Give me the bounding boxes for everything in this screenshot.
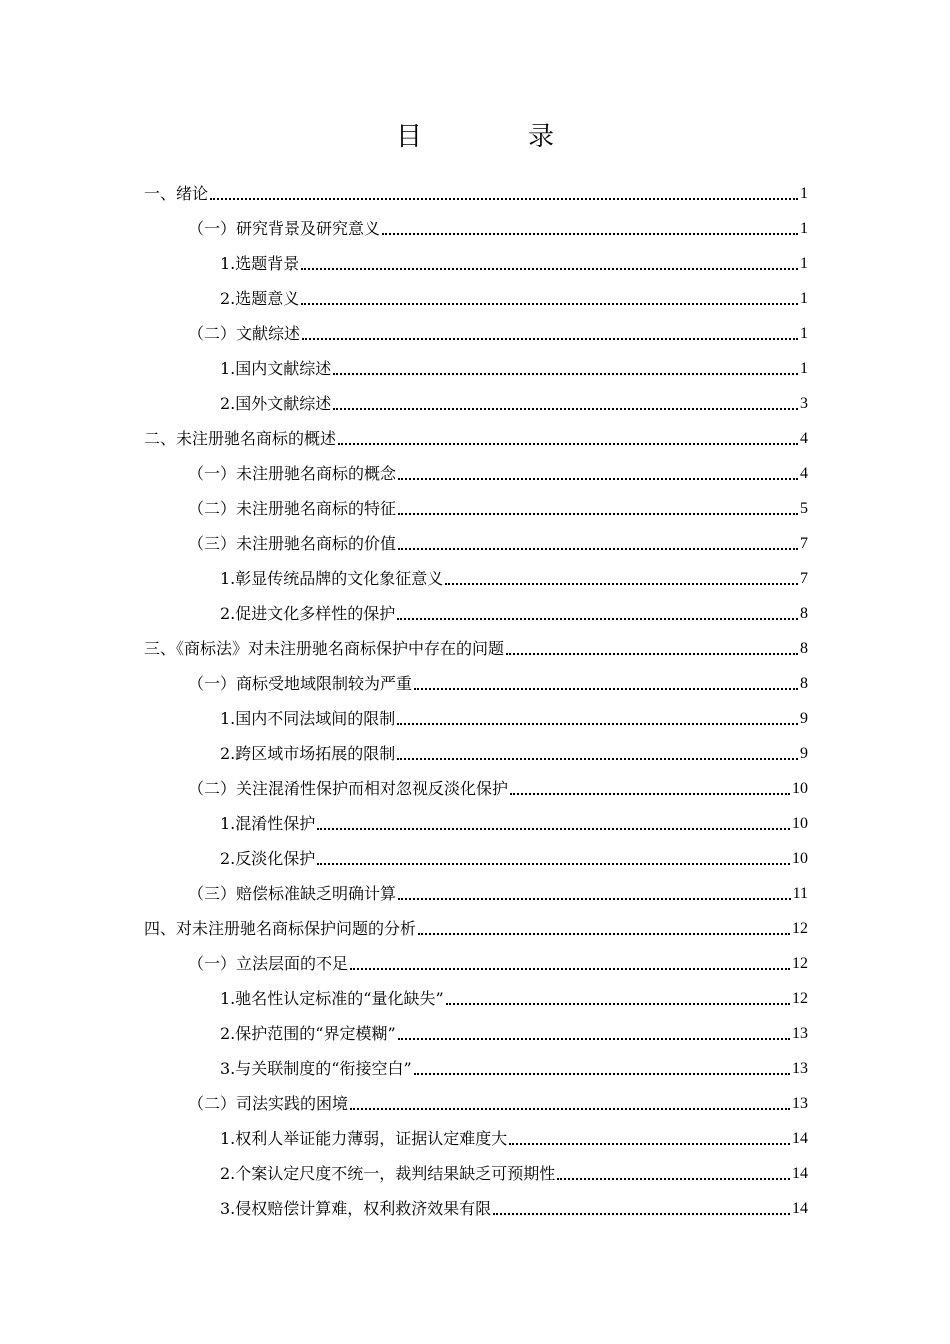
toc-entry[interactable] (144, 701, 808, 736)
toc-entry-title: 1.国内不同法域间的限制 (220, 709, 396, 728)
toc-entry-page-number: 14 (792, 1130, 808, 1147)
toc-entry-page-number: 9 (800, 710, 808, 727)
dot-leader (333, 373, 798, 375)
toc-entry-title: 四、对未注册驰名商标保护问题的分析 (144, 919, 417, 938)
toc-entry[interactable] (144, 771, 808, 806)
toc-entry-title: （二）未注册驰名商标的特征 (188, 499, 397, 518)
toc-entry-page-number: 14 (792, 1200, 808, 1217)
dot-leader (317, 863, 790, 865)
toc-entry[interactable] (144, 1016, 808, 1051)
toc-entry-title: 1.权利人举证能力薄弱，证据认定难度大 (220, 1129, 508, 1148)
dot-leader (350, 968, 790, 970)
dot-leader (510, 793, 790, 795)
toc-entry[interactable] (144, 211, 808, 246)
dot-leader (210, 198, 798, 200)
toc-entry-page-number: 1 (800, 290, 808, 307)
dot-leader (493, 1213, 790, 1215)
toc-entry[interactable] (144, 1086, 808, 1121)
dot-leader (302, 338, 798, 340)
toc-entry-page-number: 4 (800, 465, 808, 482)
toc-entry-title: 1.彰显传统品牌的文化象征意义 (220, 569, 444, 588)
toc-entry-page-number: 7 (800, 535, 808, 552)
toc-entry-page-number: 12 (792, 920, 808, 937)
dot-leader (333, 408, 798, 410)
toc-entry-title: （一）未注册驰名商标的概念 (188, 464, 397, 483)
dot-leader (338, 443, 798, 445)
toc-entry-title: 2.保护范围的“界定模糊” (220, 1024, 396, 1043)
toc-entry[interactable] (144, 981, 808, 1016)
toc-entry[interactable] (144, 456, 808, 491)
toc-entry-title: 2.国外文献综述 (220, 394, 332, 413)
toc-entry[interactable] (144, 246, 808, 281)
toc-entry[interactable] (144, 526, 808, 561)
toc-entry[interactable] (144, 491, 808, 526)
toc-entry[interactable] (144, 176, 808, 211)
toc-entry[interactable] (144, 911, 808, 946)
toc-entry[interactable] (144, 946, 808, 981)
dot-leader (398, 478, 798, 480)
toc-entry[interactable] (144, 316, 808, 351)
toc-entry-title: 3.与关联制度的“衔接空白” (220, 1059, 412, 1078)
dot-leader (317, 828, 790, 830)
toc-entry-page-number: 4 (800, 430, 808, 447)
toc-entry-page-number: 3 (800, 395, 808, 412)
toc-entry-page-number: 13 (792, 1095, 808, 1112)
toc-entry-page-number: 12 (792, 990, 808, 1007)
toc-entry-title: 3.侵权赔偿计算难，权利救济效果有限 (220, 1199, 492, 1218)
dot-leader (398, 1038, 790, 1040)
toc-entry[interactable] (144, 736, 808, 771)
toc-entry[interactable] (144, 351, 808, 386)
dot-leader (397, 618, 798, 620)
toc-entry-title: （二）关注混淆性保护而相对忽视反淡化保护 (188, 779, 509, 798)
toc-entry[interactable] (144, 561, 808, 596)
dot-leader (398, 898, 791, 900)
toc-entry[interactable] (144, 421, 808, 456)
dot-leader (350, 1108, 790, 1110)
dot-leader (398, 548, 798, 550)
toc-entry-title: （二）司法实践的困境 (188, 1094, 349, 1113)
toc-entry-page-number: 1 (800, 220, 808, 237)
toc-entry-page-number: 1 (800, 185, 808, 202)
toc-entry-page-number: 10 (792, 815, 808, 832)
toc-entry-title: 2.个案认定尺度不统一，裁判结果缺乏可预期性 (220, 1164, 556, 1183)
toc-entry-page-number: 1 (800, 360, 808, 377)
toc-entry-title: 2.跨区域市场拓展的限制 (220, 744, 396, 763)
toc-entry[interactable] (144, 1121, 808, 1156)
toc-entry-title: 1.混淆性保护 (220, 814, 316, 833)
toc-entry-page-number: 8 (800, 605, 808, 622)
toc-entry-title: 1.选题背景 (220, 254, 300, 273)
toc-entry[interactable] (144, 876, 808, 911)
toc-entry-page-number: 1 (800, 255, 808, 272)
toc-entry-title: 2.选题意义 (220, 289, 300, 308)
dot-leader (446, 1003, 790, 1005)
dot-leader (414, 688, 798, 690)
toc-entry-page-number: 8 (800, 640, 808, 657)
table-of-contents (144, 176, 808, 1226)
toc-entry-page-number: 14 (792, 1165, 808, 1182)
toc-entry[interactable] (144, 281, 808, 316)
toc-entry[interactable] (144, 631, 808, 666)
toc-entry-title: 1.国内文献综述 (220, 359, 332, 378)
toc-entry-page-number: 10 (792, 780, 808, 797)
toc-entry[interactable] (144, 1051, 808, 1086)
toc-entry-title: （三）未注册驰名商标的价值 (188, 534, 397, 553)
dot-leader (382, 233, 798, 235)
toc-entry[interactable] (144, 841, 808, 876)
toc-entry-page-number: 8 (800, 675, 808, 692)
toc-entry-title: 一、绪论 (144, 184, 209, 203)
toc-entry-page-number: 13 (792, 1060, 808, 1077)
toc-entry[interactable] (144, 1191, 808, 1226)
toc-entry-title: 三、《商标法》对未注册驰名商标保护中存在的问题 (144, 639, 505, 658)
toc-entry-page-number: 7 (800, 570, 808, 587)
toc-entry-title: （二）文献综述 (188, 324, 301, 343)
dot-leader (301, 303, 798, 305)
toc-entry-page-number: 13 (792, 1025, 808, 1042)
dot-leader (509, 1143, 790, 1145)
toc-entry-title: （一）立法层面的不足 (188, 954, 349, 973)
dot-leader (418, 933, 790, 935)
page-title: 目 录 (395, 122, 594, 152)
toc-entry-title: 2.促进文化多样性的保护 (220, 604, 396, 623)
toc-entry[interactable] (144, 386, 808, 421)
toc-entry-page-number: 1 (800, 325, 808, 342)
toc-entry-page-number: 5 (800, 500, 808, 517)
toc-entry-page-number: 9 (800, 745, 808, 762)
toc-entry[interactable] (144, 1156, 808, 1191)
toc-entry-title: （三）赔偿标准缺乏明确计算 (188, 884, 397, 903)
dot-leader (557, 1178, 790, 1180)
toc-entry-page-number: 11 (792, 885, 808, 902)
toc-entry-page-number: 12 (792, 955, 808, 972)
dot-leader (414, 1073, 790, 1075)
dot-leader (397, 723, 798, 725)
dot-leader (445, 583, 798, 585)
dot-leader (398, 513, 798, 515)
toc-entry-title: 二、未注册驰名商标的概述 (144, 429, 337, 448)
toc-entry-title: 2.反淡化保护 (220, 849, 316, 868)
dot-leader (301, 268, 798, 270)
toc-entry-title: （一）商标受地域限制较为严重 (188, 674, 413, 693)
toc-entry-title: （一）研究背景及研究意义 (188, 219, 381, 238)
dot-leader (397, 758, 798, 760)
toc-entry[interactable] (144, 666, 808, 701)
dot-leader (506, 653, 798, 655)
toc-entry-title: 1.驰名性认定标准的“量化缺失” (220, 989, 444, 1008)
toc-entry[interactable] (144, 806, 808, 841)
toc-entry[interactable] (144, 596, 808, 631)
toc-entry-page-number: 10 (792, 850, 808, 867)
